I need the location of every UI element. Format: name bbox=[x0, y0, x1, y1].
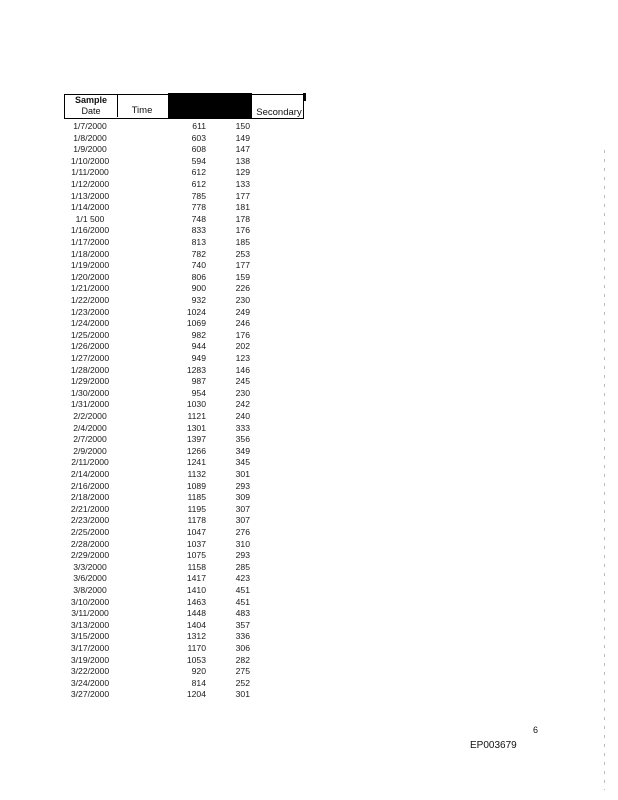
row-value-1: 987 bbox=[191, 376, 206, 387]
table-row bbox=[0, 515, 618, 527]
table-row bbox=[0, 423, 618, 435]
row-value-2: 138 bbox=[235, 155, 250, 166]
row-date: 1/1 500 bbox=[75, 213, 105, 224]
table-row bbox=[0, 133, 618, 145]
row-date: 3/8/2000 bbox=[73, 585, 107, 595]
table-row bbox=[0, 562, 618, 574]
row-value-2: 185 bbox=[235, 237, 250, 247]
row-value-2: 123 bbox=[235, 353, 250, 363]
row-date: 1/20/2000 bbox=[70, 271, 110, 282]
row-value-2: 133 bbox=[235, 179, 250, 189]
row-value-1: 748 bbox=[191, 213, 206, 224]
row-value-2: 301 bbox=[235, 469, 250, 479]
row-value-1: 1185 bbox=[187, 492, 206, 503]
row-value-2: 177 bbox=[235, 190, 250, 201]
header-sample-date bbox=[65, 95, 118, 117]
row-date: 3/19/2000 bbox=[70, 654, 110, 665]
row-date: 2/18/2000 bbox=[70, 492, 110, 503]
table-row bbox=[0, 237, 618, 249]
table-row bbox=[0, 202, 618, 214]
header-redacted-block bbox=[168, 93, 252, 118]
row-value-1: 932 bbox=[191, 295, 206, 305]
row-value-1: 833 bbox=[191, 225, 206, 236]
row-date: 1/25/2000 bbox=[70, 329, 110, 340]
row-value-2: 150 bbox=[235, 121, 250, 131]
row-value-2: 306 bbox=[235, 643, 250, 653]
table-row bbox=[0, 341, 618, 353]
row-value-2: 149 bbox=[235, 132, 250, 143]
table-row bbox=[0, 121, 618, 133]
row-value-2: 230 bbox=[235, 387, 250, 398]
header-sample-line2: Date bbox=[81, 106, 101, 116]
row-date: 2/2/2000 bbox=[73, 411, 107, 421]
row-value-1: 806 bbox=[191, 271, 206, 282]
table-row bbox=[0, 260, 618, 272]
row-value-2: 202 bbox=[235, 341, 250, 352]
row-value-1: 1132 bbox=[187, 469, 206, 479]
table-row bbox=[0, 283, 618, 295]
row-value-2: 178 bbox=[235, 213, 250, 224]
row-value-2: 253 bbox=[235, 248, 250, 259]
table-row bbox=[0, 631, 618, 643]
table-row bbox=[0, 481, 618, 493]
row-date: 1/17/2000 bbox=[70, 237, 110, 247]
row-date: 3/24/2000 bbox=[70, 677, 110, 688]
header-secondary: Secondary bbox=[256, 107, 302, 118]
row-value-1: 1312 bbox=[186, 631, 206, 642]
table-row bbox=[0, 376, 618, 388]
table-row bbox=[0, 678, 618, 690]
table-row bbox=[0, 365, 618, 377]
row-value-2: 146 bbox=[235, 364, 250, 375]
table-row bbox=[0, 573, 618, 585]
row-value-2: 310 bbox=[235, 538, 250, 549]
row-date: 1/16/2000 bbox=[70, 225, 110, 236]
row-value-1: 1075 bbox=[186, 550, 206, 561]
table-row bbox=[0, 167, 618, 179]
row-value-1: 920 bbox=[191, 666, 206, 677]
row-date: 2/21/2000 bbox=[70, 503, 110, 514]
row-value-2: 282 bbox=[235, 654, 250, 665]
row-value-1: 1417 bbox=[186, 573, 206, 584]
bates-number: EP003679 bbox=[470, 740, 517, 751]
table-row bbox=[0, 585, 618, 597]
row-date: 3/3/2000 bbox=[73, 561, 107, 572]
row-value-2: 249 bbox=[235, 306, 250, 317]
table-row bbox=[0, 318, 618, 330]
row-date: 1/31/2000 bbox=[70, 399, 110, 410]
table-row bbox=[0, 144, 618, 156]
row-value-1: 1121 bbox=[187, 411, 206, 421]
row-value-1: 612 bbox=[191, 179, 206, 189]
table-row bbox=[0, 527, 618, 539]
table-row bbox=[0, 457, 618, 469]
table-row bbox=[0, 539, 618, 551]
row-date: 1/29/2000 bbox=[70, 376, 110, 387]
table-row bbox=[0, 550, 618, 562]
row-date: 1/8/2000 bbox=[73, 132, 107, 143]
row-value-1: 1301 bbox=[186, 422, 206, 433]
row-value-1: 944 bbox=[191, 341, 206, 352]
table-row bbox=[0, 307, 618, 319]
row-value-1: 813 bbox=[191, 237, 206, 247]
row-value-2: 275 bbox=[235, 666, 250, 677]
row-date: 1/23/2000 bbox=[70, 306, 110, 317]
row-value-2: 349 bbox=[235, 445, 250, 456]
row-value-2: 293 bbox=[235, 480, 250, 491]
row-date: 2/28/2000 bbox=[70, 538, 110, 549]
row-value-1: 1448 bbox=[186, 608, 206, 619]
row-value-1: 778 bbox=[191, 202, 206, 213]
table-row bbox=[0, 156, 618, 168]
table-row bbox=[0, 434, 618, 446]
row-value-1: 1030 bbox=[186, 399, 206, 410]
row-date: 2/25/2000 bbox=[70, 527, 110, 537]
row-date: 2/14/2000 bbox=[70, 469, 110, 479]
row-date: 1/22/2000 bbox=[70, 295, 110, 305]
table-row bbox=[0, 225, 618, 237]
row-value-2: 301 bbox=[235, 689, 250, 700]
row-value-2: 483 bbox=[235, 608, 250, 619]
row-value-1: 1266 bbox=[186, 445, 206, 456]
row-date: 1/7/2000 bbox=[73, 121, 107, 131]
row-value-1: 1170 bbox=[187, 643, 206, 653]
row-value-1: 1037 bbox=[186, 538, 206, 549]
table-row bbox=[0, 689, 618, 701]
table-row bbox=[0, 214, 618, 226]
row-value-1: 1089 bbox=[186, 480, 206, 491]
row-value-2: 309 bbox=[235, 492, 250, 503]
row-date: 1/12/2000 bbox=[70, 179, 110, 189]
row-value-1: 1404 bbox=[186, 619, 206, 630]
row-date: 1/11/2000 bbox=[71, 167, 109, 178]
row-value-2: 129 bbox=[235, 167, 250, 178]
row-value-1: 1069 bbox=[186, 318, 206, 329]
row-date: 1/30/2000 bbox=[70, 387, 110, 398]
header-time: Time bbox=[131, 105, 153, 116]
row-value-1: 611 bbox=[192, 121, 206, 131]
row-value-1: 1463 bbox=[186, 596, 206, 607]
row-date: 1/14/2000 bbox=[70, 202, 110, 213]
row-value-2: 307 bbox=[235, 503, 250, 514]
row-date: 1/27/2000 bbox=[70, 353, 110, 363]
row-value-1: 608 bbox=[191, 144, 206, 155]
row-value-2: 356 bbox=[235, 434, 250, 445]
row-value-1: 954 bbox=[191, 387, 206, 398]
table-row bbox=[0, 666, 618, 678]
row-value-2: 333 bbox=[235, 422, 250, 433]
row-date: 3/10/2000 bbox=[70, 596, 110, 607]
row-value-2: 336 bbox=[235, 631, 250, 642]
header-edge-mark bbox=[303, 93, 306, 101]
header-sample-line1: Sample bbox=[74, 95, 107, 105]
row-value-1: 982 bbox=[191, 329, 206, 340]
row-value-1: 814 bbox=[191, 677, 206, 688]
row-date: 1/10/2000 bbox=[70, 155, 110, 166]
table-row bbox=[0, 353, 618, 365]
row-date: 1/28/2000 bbox=[70, 364, 110, 375]
table-header bbox=[64, 94, 304, 119]
row-date: 2/4/2000 bbox=[73, 422, 107, 433]
table-row bbox=[0, 272, 618, 284]
row-value-2: 240 bbox=[235, 411, 250, 421]
row-value-2: 285 bbox=[235, 561, 250, 572]
page-number: 6 bbox=[533, 725, 539, 735]
row-value-2: 242 bbox=[235, 399, 250, 410]
row-value-1: 785 bbox=[191, 190, 206, 201]
row-value-1: 603 bbox=[191, 132, 206, 143]
table-row bbox=[0, 597, 618, 609]
row-value-2: 276 bbox=[235, 527, 250, 537]
table-row bbox=[0, 191, 618, 203]
row-value-1: 594 bbox=[191, 155, 206, 166]
row-date: 3/27/2000 bbox=[70, 689, 110, 700]
row-value-2: 176 bbox=[235, 225, 250, 236]
table-row bbox=[0, 504, 618, 516]
row-date: 1/13/2000 bbox=[70, 190, 110, 201]
row-value-2: 293 bbox=[235, 550, 250, 561]
row-value-1: 1204 bbox=[186, 689, 206, 700]
scan-edge bbox=[604, 150, 605, 790]
row-value-1: 949 bbox=[191, 353, 206, 363]
table-row bbox=[0, 411, 618, 423]
row-value-1: 782 bbox=[191, 248, 206, 259]
table-row bbox=[0, 620, 618, 632]
row-value-1: 900 bbox=[191, 283, 206, 294]
table-row bbox=[0, 492, 618, 504]
row-value-1: 1047 bbox=[186, 527, 206, 537]
row-date: 2/7/2000 bbox=[73, 434, 107, 445]
row-date: 2/9/2000 bbox=[73, 445, 107, 456]
row-date: 2/23/2000 bbox=[70, 515, 110, 526]
row-value-1: 1241 bbox=[186, 457, 206, 468]
row-value-1: 1410 bbox=[186, 585, 206, 595]
row-value-2: 147 bbox=[235, 144, 250, 155]
table-row bbox=[0, 399, 618, 411]
row-date: 1/26/2000 bbox=[70, 341, 110, 352]
table-row bbox=[0, 655, 618, 667]
row-value-2: 451 bbox=[235, 585, 250, 595]
table-row bbox=[0, 179, 618, 191]
table-row bbox=[0, 469, 618, 481]
row-value-2: 357 bbox=[235, 619, 250, 630]
row-value-2: 177 bbox=[235, 260, 250, 271]
table-row bbox=[0, 446, 618, 458]
row-value-1: 612 bbox=[191, 167, 206, 178]
row-value-1: 1195 bbox=[187, 503, 206, 514]
row-date: 1/9/2000 bbox=[73, 144, 107, 155]
row-value-1: 1158 bbox=[187, 561, 206, 572]
row-date: 1/18/2000 bbox=[70, 248, 110, 259]
row-value-2: 181 bbox=[235, 202, 250, 213]
row-date: 1/21/2000 bbox=[70, 283, 110, 294]
row-value-1: 1178 bbox=[187, 515, 206, 526]
table-row bbox=[0, 330, 618, 342]
row-value-2: 423 bbox=[235, 573, 250, 584]
row-value-2: 246 bbox=[235, 318, 250, 329]
row-value-2: 226 bbox=[235, 283, 250, 294]
row-value-1: 1397 bbox=[186, 434, 206, 445]
row-date: 3/6/2000 bbox=[73, 573, 107, 584]
row-date: 3/17/2000 bbox=[70, 643, 110, 653]
row-value-2: 451 bbox=[235, 596, 250, 607]
row-date: 3/15/2000 bbox=[70, 631, 110, 642]
row-date: 2/16/2000 bbox=[70, 480, 110, 491]
row-value-2: 159 bbox=[235, 271, 250, 282]
row-date: 1/24/2000 bbox=[70, 318, 110, 329]
row-value-2: 176 bbox=[235, 329, 250, 340]
row-date: 2/11/2000 bbox=[71, 457, 109, 468]
table-row bbox=[0, 643, 618, 655]
row-value-2: 245 bbox=[235, 376, 250, 387]
table-row bbox=[0, 249, 618, 261]
row-date: 2/29/2000 bbox=[70, 550, 110, 561]
table-row bbox=[0, 608, 618, 620]
row-value-1: 1053 bbox=[186, 654, 206, 665]
row-value-1: 1024 bbox=[186, 306, 206, 317]
row-value-2: 345 bbox=[235, 457, 250, 468]
row-value-1: 1283 bbox=[186, 364, 206, 375]
row-date: 3/13/2000 bbox=[70, 619, 110, 630]
row-date: 3/11/2000 bbox=[71, 608, 109, 619]
row-value-2: 307 bbox=[235, 515, 250, 526]
row-date: 1/19/2000 bbox=[70, 260, 110, 271]
table-row bbox=[0, 295, 618, 307]
row-date: 3/22/2000 bbox=[70, 666, 110, 677]
row-value-2: 252 bbox=[235, 677, 250, 688]
row-value-2: 230 bbox=[235, 295, 250, 305]
row-value-1: 740 bbox=[191, 260, 206, 271]
table-row bbox=[0, 388, 618, 400]
